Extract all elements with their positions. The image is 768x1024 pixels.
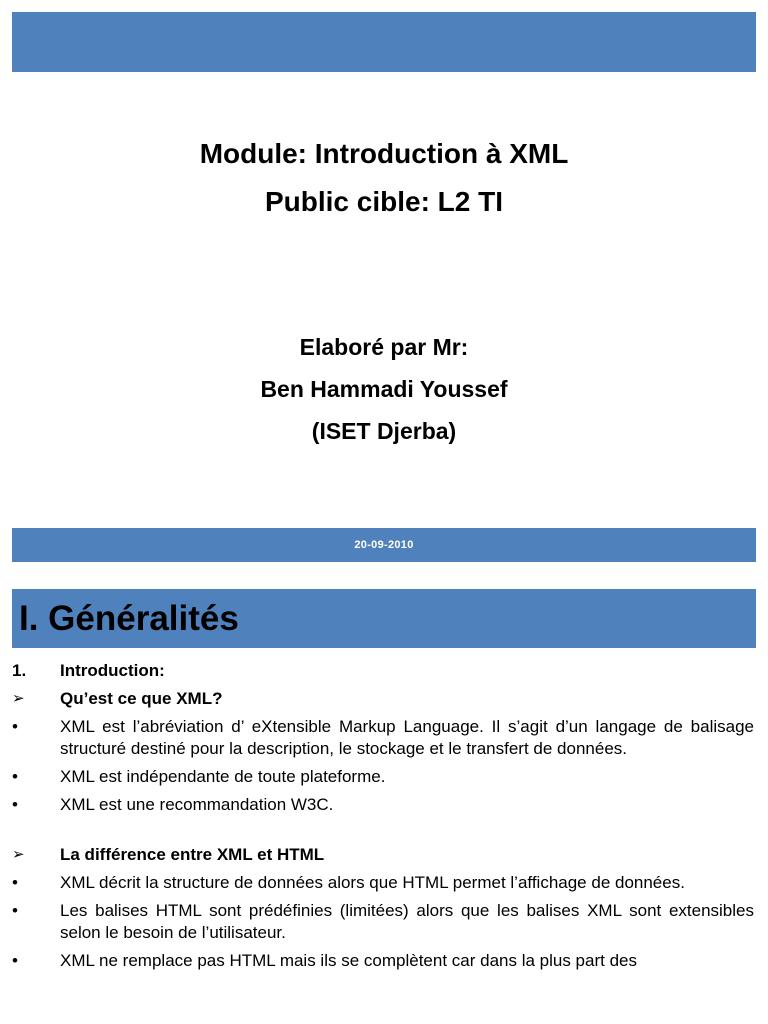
author-intro: Elaboré par Mr: bbox=[299, 334, 469, 360]
module-title: Module: Introduction à XML bbox=[199, 138, 569, 169]
bullet-icon: • bbox=[12, 901, 18, 920]
numbered-heading bbox=[12, 660, 754, 682]
list-item-text: XML est l’abréviation d’ eXtensible Markup Language. Il s’agit d’un langage de balisage structuré destiné pour la description, le stockage et le transfert de données. bbox=[60, 717, 754, 758]
title-slide-top-band bbox=[12, 12, 756, 72]
subsection-title: La différence entre XML et HTML bbox=[60, 845, 325, 864]
heading-number: 1. bbox=[12, 661, 27, 680]
author-block bbox=[0, 326, 768, 452]
arrow-bullet-icon: ➢ bbox=[12, 690, 25, 707]
list-item bbox=[12, 900, 754, 944]
list-item bbox=[12, 766, 754, 788]
list-item-text: XML est indépendante de toute plateforme. bbox=[60, 767, 386, 786]
list-item bbox=[12, 716, 754, 760]
list-item bbox=[12, 872, 754, 894]
section-header-band bbox=[12, 589, 756, 648]
bullet-icon: • bbox=[12, 767, 18, 786]
list-item bbox=[12, 794, 754, 816]
bullet-icon: • bbox=[12, 951, 18, 970]
heading-label: Introduction: bbox=[60, 661, 165, 680]
subsection-title-row bbox=[12, 844, 754, 866]
arrow-bullet-icon: ➢ bbox=[12, 846, 25, 863]
list-item-text: Les balises HTML sont prédéfinies (limitées) alors que les balises XML sont extensibles selon le besoin de l’utilisateur. bbox=[60, 901, 754, 942]
list-item-text: XML est une recommandation W3C. bbox=[60, 795, 334, 814]
list-item-text: XML décrit la structure de données alors que HTML permet l’affichage de données. bbox=[60, 873, 685, 892]
slide-date: 20-09-2010 bbox=[354, 539, 414, 551]
target-audience: Public cible: L2 TI bbox=[264, 186, 504, 217]
author-name: Ben Hammadi Youssef bbox=[260, 376, 508, 402]
section-body bbox=[12, 660, 754, 972]
date-band bbox=[12, 528, 756, 562]
bullet-icon: • bbox=[12, 873, 18, 892]
bullet-icon: • bbox=[12, 795, 18, 814]
section-title: I. Généralités bbox=[19, 598, 239, 638]
list-item-text: XML ne remplace pas HTML mais ils se complètent car dans la plus part des bbox=[60, 951, 637, 970]
slide-title bbox=[0, 130, 768, 226]
subsection-title: Qu’est ce que XML? bbox=[60, 689, 223, 708]
author-institution: (ISET Djerba) bbox=[311, 418, 457, 444]
list-item bbox=[12, 950, 754, 972]
subsection-title-row bbox=[12, 688, 754, 710]
bullet-icon: • bbox=[12, 717, 18, 736]
